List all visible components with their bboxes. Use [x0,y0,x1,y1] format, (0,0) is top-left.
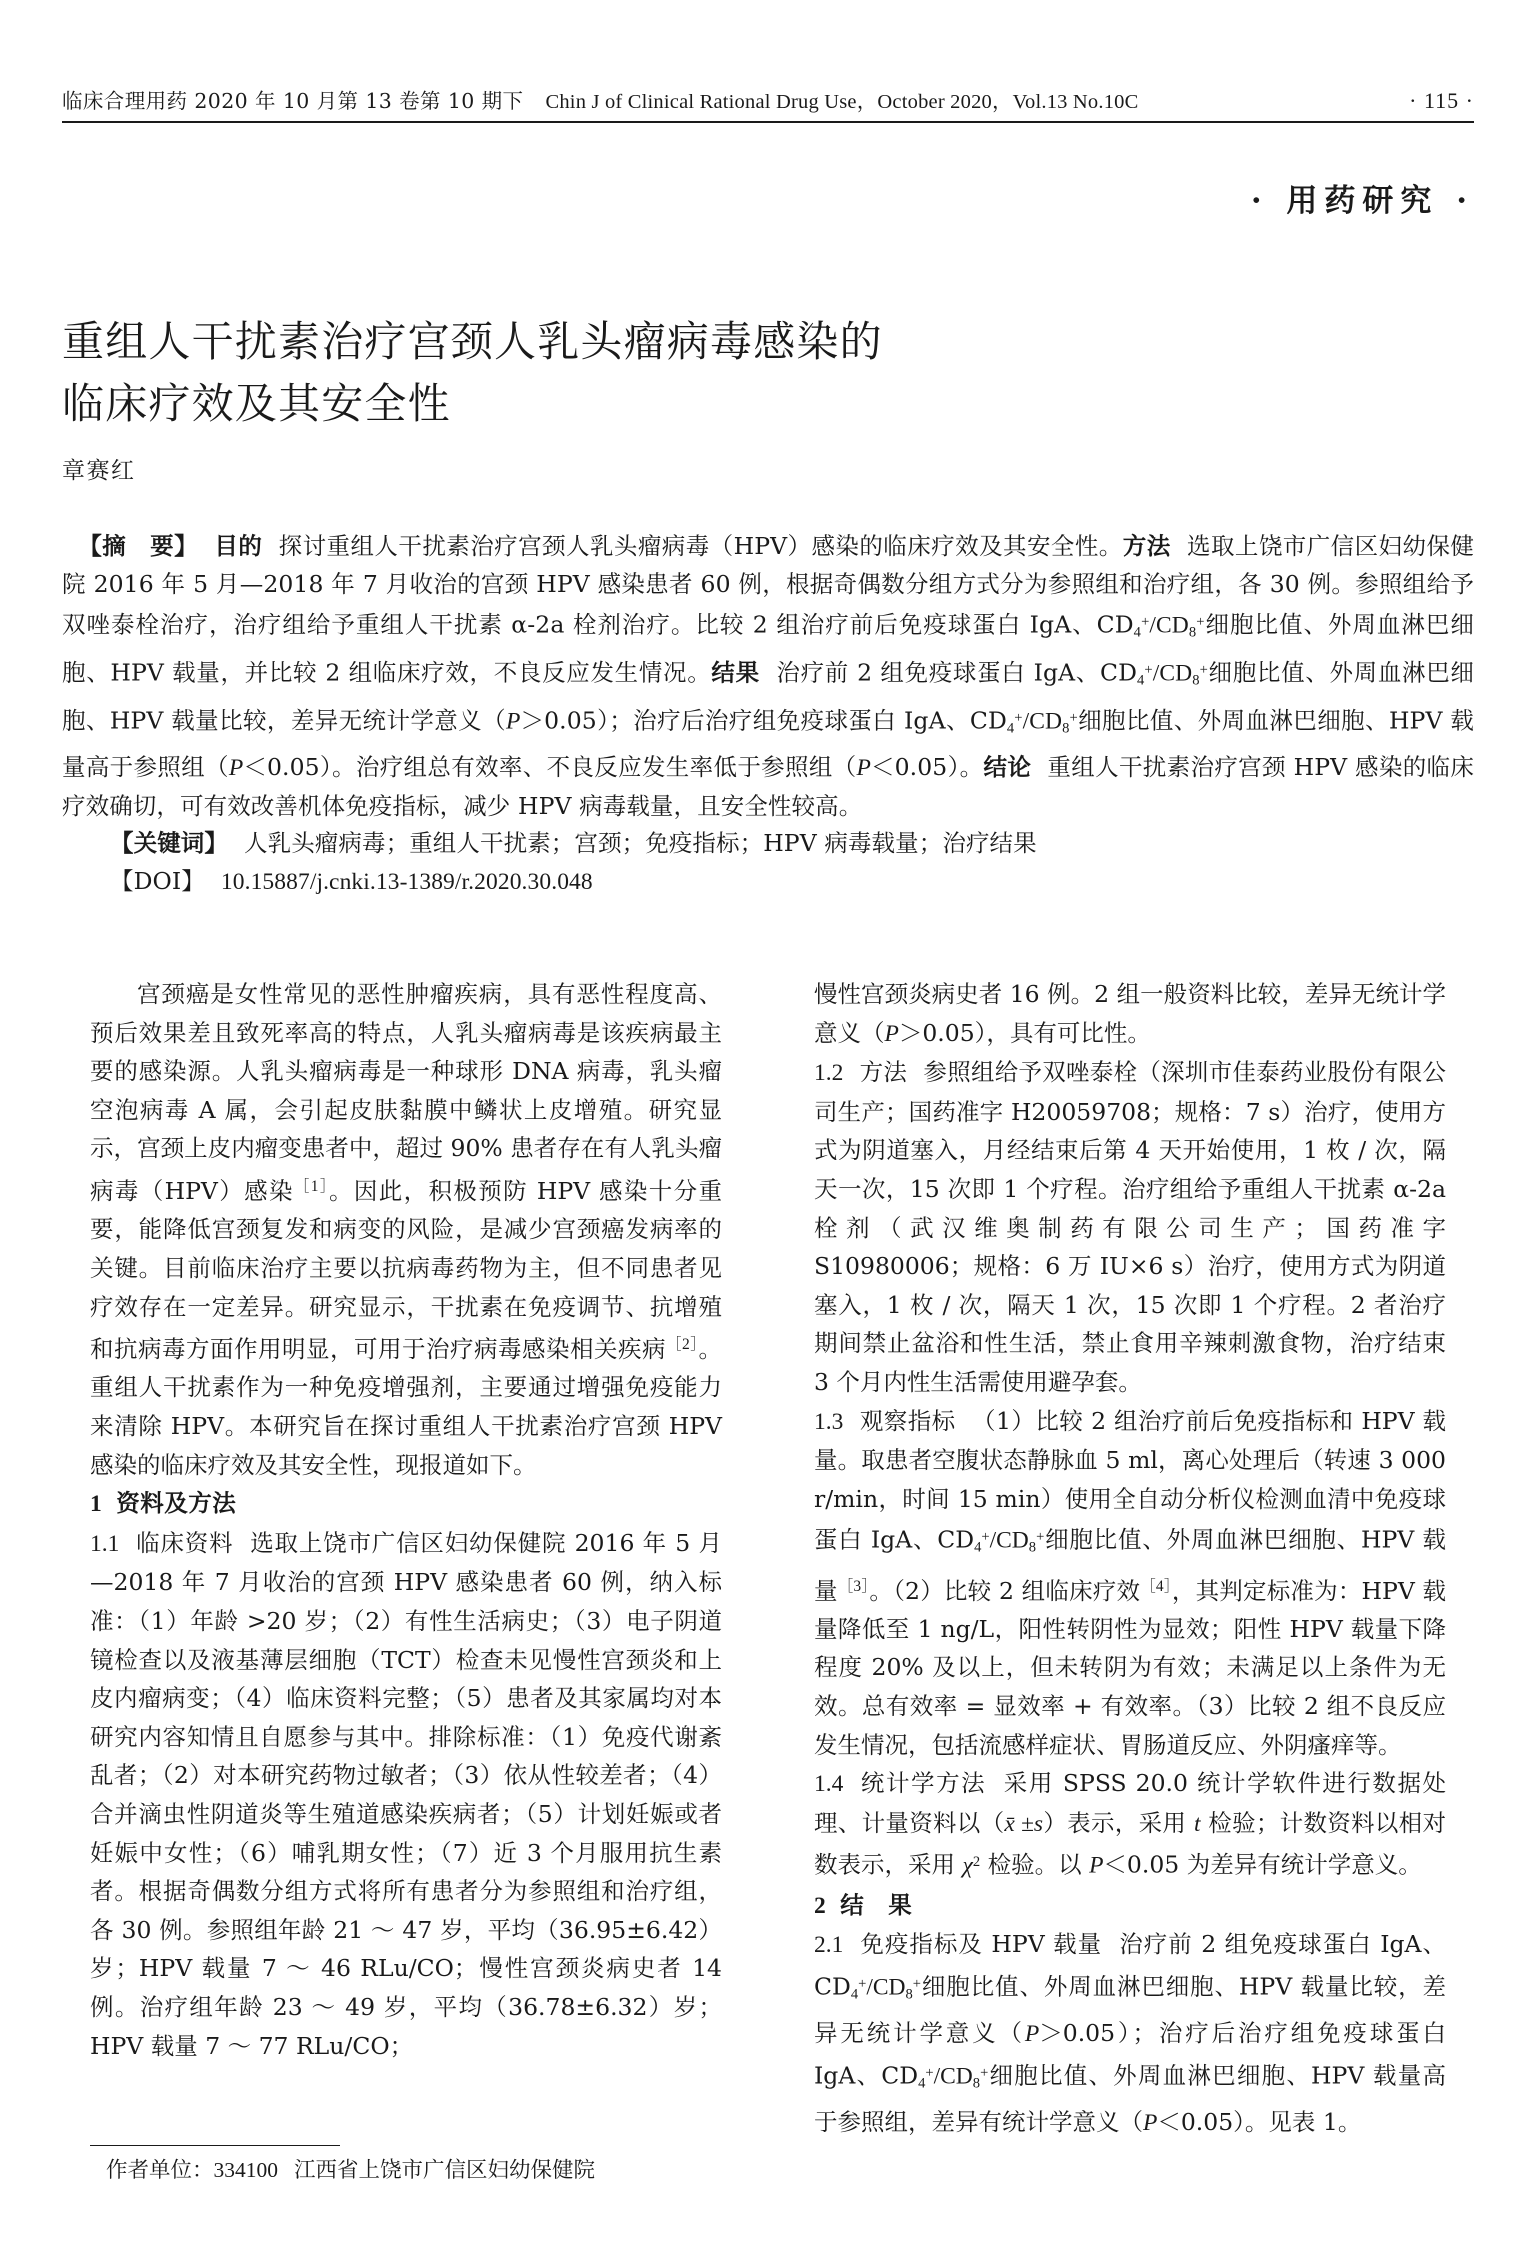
cd8-subscript: 8 [1062,721,1070,738]
subsection-text: 选取上饶市广信区妇幼保健院 2016 年 5 月—2018 年 7 月收治的宫颈 HPV 感染患者 60 例，纳入标准：（1）年龄 >20 岁；（2）有性生活病史；（3）电子阴道镜检查以及液基薄层细胞（TCT）检查未见慢性宫颈炎和上皮内瘤病变；（4）临床资料完整；（5）患者及其家属均对本研究内容知情且自愿参与其中。排除标准：（1）免疫代谢紊乱者；（2）对本研究药物过敏者；（3）依从性较差者；（4）合并滴虫性阴道炎等生殖道感染疾病者；（5）计划妊娠或者妊娠中女性；（6）哺乳期女性；（7）近 3 个月服用抗生素者。根据奇偶数分组方式将所有患者分为参照组和治疗组，各 30 例。参照组年龄 21 ～ 47 岁，平均（36.95±6.42）岁；HPV 载量 7 ～ 46 RLu/CO；慢性宫颈炎病史者 14 例。治疗组年龄 23 ～ 49 岁，平均（36.78±6.32）岁；HPV 载量 7 ～ 77 RLu/CO； [90,1528,722,2060]
subsection-text-a: （1）比较 2 组治疗前后免疫指标和 HPV 载量。取患者空腹状态静脉血 5 ml，离心处理后（转速 3 000 r/min，时间 15 min）使用全自动分析仪检测血清中免疫球蛋白 IgA、CD [814,1406,1447,1554]
abstract-results-text-b: 细胞比值、外周血淋巴细胞、HPV 载量比较，差异无统计学意义（ [62,658,1475,735]
p-value-symbol: P [1089,1852,1104,1879]
cd8-superscript: + [980,2064,989,2081]
subsection-text-c: ＞0.05）；治疗后治疗组免疫球蛋白 IgA、CD [814,2018,1447,2090]
heading-results [814,1886,1446,1926]
cd4-subscript: 4 [1133,624,1142,641]
abstract-objective-label: 目的 [214,532,263,560]
slash: /CD [1022,708,1063,735]
p-value-symbol: P [1143,2109,1158,2136]
reference-marker-4[interactable]: ［4］ [1140,1577,1172,1595]
continued-text-a: 慢性宫颈炎病史者 16 例。2 组一般资料比较，差异无统计学意义（ [814,980,1446,1047]
footnote-affiliation: 江西省上饶市广信区妇幼保健院 [294,2158,596,2183]
right-column [814,975,1446,2142]
heading-number: 1 [90,1491,103,1518]
body-columns [62,975,1474,2136]
footnote-label: 作者单位： [106,2158,214,2183]
abstract-methods-text-b: 细胞比值、外周血淋巴细胞、HPV 载量，并比较 2 组临床疗效，不良反应发生情况。 [62,610,1474,687]
subsection-text-d: 细胞比值、外周血淋巴细胞、HPV 载量高于参照组，差异有统计学意义（ [814,2061,1446,2136]
cd4-subscript: 4 [974,1539,982,1556]
p-value-symbol: P [884,1020,899,1047]
cd8-superscript: + [912,1975,922,1992]
reference-marker-1[interactable]: ［1］ [293,1177,330,1195]
subsection-1-3 [814,1402,1446,1765]
subsection-number: 1.3 [814,1408,844,1435]
subsection-text: 参照组给予双唑泰栓（深圳市佳泰药业股份有限公司生产；国药准字 H20059708；规格：7 s）治疗，使用方式为阴道塞入，月经结束后第 4 天开始使用，1 枚 / 次，隔天一次，15 次即 1 个疗程。治疗组给予重组人干扰素 α‑2a 栓剂（武汉维奥制药有限公司生产；国药准字 S10980006；规格：6 万 IU×6 s）治疗，使用方式为阴道塞入，1 枚 / 次，隔天 1 次，15 次即 1 个疗程。2 者治疗期间禁止盆浴和性生活，禁止食用辛辣刺激食物，治疗结束 3 个月内性生活需使用避孕套。 [814,1058,1447,1396]
cd8-superscript: + [1036,1529,1045,1546]
continued-text-b: ＞0.05），具有可比性。 [898,1018,1151,1047]
slash: /CD [1152,660,1193,687]
abstract-results-text-e: ＜0.05）。治疗组总有效率、不良反应发生率低于参照组（ [243,752,857,781]
page-title [62,311,1392,435]
subsection-1-2 [814,1053,1446,1401]
subsection-number: 1.1 [90,1530,120,1557]
abstract-conclusion-text: 重组人干扰素治疗宫颈 HPV 感染的临床疗效确切，可有效改善机体免疫指标，减少 HPV 病毒载量，且安全性较高。 [62,752,1475,820]
subsection-1-1 [90,1524,722,2065]
running-head [62,84,1474,123]
running-head-journal-info [62,84,1138,114]
author-affiliation-footnote [90,2145,730,2187]
p-value-symbol: P [228,754,244,781]
cd8-superscript: + [1069,710,1078,727]
cd8-superscript: + [1196,613,1205,630]
keywords-label: 【关键词】 [110,829,228,858]
subsection-1-4 [814,1764,1446,1885]
slash: /CD [1149,612,1189,639]
cd4-subscript: 4 [918,2075,926,2092]
p-value-symbol: P [506,708,521,735]
page-number: · 115 · [1409,88,1474,113]
subsection-label: 方法 [859,1058,908,1087]
title-line-1: 重组人干扰素治疗宫颈人乳头瘤病毒感染的 [62,317,883,367]
cd8-subscript: 8 [905,1986,913,2003]
subsection-number: 1.4 [814,1771,844,1798]
heading-text: 资料及方法 [116,1489,237,1518]
left-column [90,975,722,2065]
subsection-text-b: 细胞比值、外周血淋巴细胞、HPV 载量比较，差异无统计学意义（ [814,1972,1446,2047]
chi-square-symbol: χ [962,1852,973,1879]
cd4-superscript: + [1141,613,1150,630]
abstract-results-text-a: 治疗前 2 组免疫球蛋白 IgA、CD [775,658,1138,687]
abstract-results-text-f: ＜0.05）。 [871,752,984,781]
subsection-label: 统计学方法 [859,1769,987,1798]
cd8-subscript: 8 [1188,624,1197,641]
abstract-results-text-c: ＞0.05）；治疗后治疗组免疫球蛋白 IgA、CD [520,706,1007,735]
cd4-subscript: 4 [1137,672,1145,689]
cd8-subscript: 8 [1028,1539,1037,1556]
intro-text-a: 宫颈癌是女性常见的恶性肿瘤疾病，具有恶性程度高、预后效果差且致死率高的特点，人乳头瘤病毒是该疾病最主要的感染源。人乳头瘤病毒是一种球形 DNA 病毒，乳头瘤空泡病毒 A 属，会引起皮肤黏膜中鳞状上皮增殖。研究显示，宫颈上皮内瘤变患者中，超过 90% 患者存在有人乳头瘤病毒（HPV）感染 [90,980,722,1205]
subsection-2-1 [814,1925,1446,2142]
abstract-paragraph [62,528,1474,825]
abstract-results-text-d: 细胞比值、外周血淋巴细胞、HPV 载量高于参照组（ [62,706,1474,781]
subsection-number: 2.1 [814,1932,844,1959]
cd4-subscript: 4 [850,1986,859,2003]
abstract-block [62,528,1474,902]
subsection-text-d: ，其判定标准为：HPV 载量降低至 1 ng/L，阳性转阴性为显效；阳性 HPV 载量下降程度 20% 及以上，但未转阴为有效；未满足以上条件为无效。总有效率 = 显效率 + 有效率。（3）比较 2 组不良反应发生情况，包括流感样症状、胃肠道反应、外阴瘙痒等。 [814,1576,1447,1759]
intro-text-c: 。重组人干扰素作为一种免疫增强剂，主要通过增强免疫能力来清除 HPV。本研究旨在探讨重组人干扰素治疗宫颈 HPV 感染的临床疗效及其安全性，现报道如下。 [90,1334,722,1479]
subsection-text-b: ）表示，采用 [1043,1808,1194,1837]
subsection-text-b: 细胞比值、外周血淋巴细胞、HPV 载量 [814,1525,1447,1605]
doi-value[interactable]: 10.15887/j.cnki.13‑1389/r.2020.30.048 [220,869,593,896]
cd4-superscript: + [858,1975,867,1992]
heading-text: 结 果 [840,1890,913,1919]
p-value-symbol: P [856,754,871,781]
author-name: 章赛红 [62,458,136,484]
doi-line [62,863,1474,902]
cd4-superscript: + [925,2064,934,2081]
abstract-results-label: 结果 [711,658,760,687]
subsection-text-e: ＜0.05 为差异有统计学意义。 [1103,1850,1422,1879]
abstract-methods-label: 方法 [1122,532,1171,560]
cd4-superscript: + [981,1529,990,1546]
subsection-text-a: 采用 SPSS 20.0 统计学软件进行数据处理、计量资料以（ [814,1769,1446,1837]
mean-sd-symbol: x̄ ±s [1004,1810,1044,1837]
abstract-methods-text-a: 选取上饶市广信区妇幼保健院 2016 年 5 月—2018 年 7 月收治的宫颈 HPV 感染患者 60 例，根据奇偶数分组方式分为参照组和治疗组，各 30 例。参照组给予双唑泰栓治疗，治疗组给予重组人干扰素 α‑2a 栓剂治疗。比较 2 组治疗前后免疫球蛋白 IgA、CD [62,532,1474,639]
heading-materials-methods [90,1484,722,1524]
p-value-symbol: P [1024,2020,1040,2047]
cd4-subscript: 4 [1006,721,1015,738]
heading-number: 2 [814,1892,827,1919]
subsection-label: 免疫指标及 HPV 载量 [859,1930,1103,1959]
footnote-postcode: 334100 [213,2158,279,2182]
cd8-subscript: 8 [1192,672,1200,689]
intro-paragraph [90,975,722,1484]
slash: /CD [933,2063,973,2090]
t-test-symbol: t [1193,1810,1201,1837]
subsection-text-e: ＜0.05）。见表 1。 [1157,2107,1362,2136]
footnote-rule [90,2145,340,2146]
continued-paragraph [814,975,1446,1053]
keywords-text: 人乳头瘤病毒；重组人干扰素；宫颈；免疫指标；HPV 病毒载量；治疗结果 [244,829,1037,858]
subsection-label: 临床资料 [135,1528,234,1557]
keywords-line [62,825,1474,863]
cd4-superscript: + [1144,662,1153,679]
chi-square-exponent: 2 [972,1854,981,1871]
reference-marker-3[interactable]: ［3］ [837,1577,870,1595]
slash: /CD [989,1527,1029,1554]
subsection-label: 观察指标 [859,1406,956,1435]
cd8-superscript: + [1199,662,1208,679]
cd4-superscript: + [1014,710,1023,727]
abstract-label: 【摘 要】 [78,532,199,560]
slash: /CD [866,1974,906,2001]
intro-text-b: 。因此，积极预防 HPV 感染十分重要，能降低宫颈复发和病变的风险，是减少宫颈癌发病率的关键。目前临床治疗主要以抗病毒药物为主，但不同患者见疗效存在一定差异。研究显示，干扰素在免疫调节、抗增殖和抗病毒方面作用明显，可用于治疗病毒感染相关疾病 [90,1176,722,1363]
reference-marker-2[interactable]: ［2］ [666,1336,699,1354]
subsection-text-c: 检验；计数资料以相对数表示，采用 [814,1808,1446,1879]
journal-name-en: Chin J of Clinical Rational Drug Use，October 2020，Vol.13 No.10C [545,91,1139,113]
subsection-text-c: 。（2）比较 2 组临床疗效 [869,1576,1141,1605]
section-marker: · 用药研究 · [1250,183,1474,219]
abstract-objective-text: 探讨重组人干扰素治疗宫颈人乳头瘤病毒（HPV）感染的临床疗效及其安全性。 [278,532,1123,560]
subsection-number: 1.2 [814,1060,844,1087]
journal-name-cn: 临床合理用药 2020 年 10 月第 13 卷第 10 期下 [62,89,524,113]
subsection-text-d: 检验。以 [980,1850,1090,1879]
abstract-conclusion-label: 结论 [983,752,1032,781]
cd8-subscript: 8 [972,2075,981,2092]
subsection-text-a: 治疗前 2 组免疫球蛋白 IgA、CD [814,1930,1446,2001]
title-line-2: 临床疗效及其安全性 [62,379,451,429]
doi-label: 【DOI】 [110,867,205,896]
